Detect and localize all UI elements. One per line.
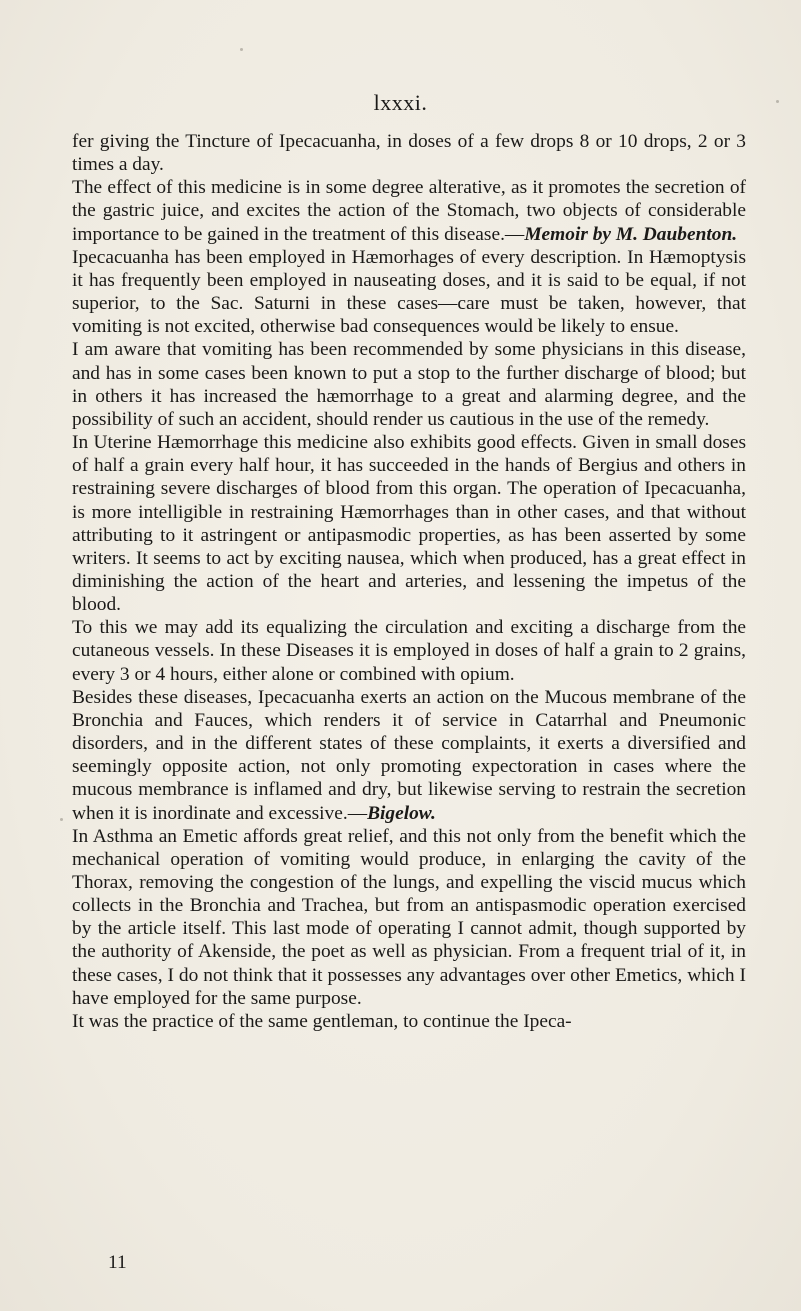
paragraph-6-text: To this we may add its equalizing the circulation and exciting a discharge from the cutaneous vessels. In these Diseases it is employed in doses of half a grain to 2 grains, every 3 or 4 hours, either alone or combined with opium.: [72, 617, 746, 685]
paragraph-5-text: In Uterine Hæmorrhage this medicine also exhibits good effects. Given in small doses of half a grain every half hour, it has succeeded in the hands of Bergius and others in restraining severe discharges of blood from this organ. The operation of Ipecacuanha, is more intelligible in restraining Hæmorrhages than in other cases, and that without attributing to it astringent or antipasmodic properties, as has been asserted by some writers. It seems to act by exciting nausea, which when produced, has a great effect in diminishing the action of the heart and arteries, and lessening the impetus of the blood.: [72, 432, 746, 616]
paragraph-7: [72, 686, 746, 825]
citation-bigelow: Bigelow.: [367, 802, 436, 824]
paragraph-1-text: fer giving the Tincture of Ipecacuanha, in doses of a few drops 8 or 10 drops, 2 or 3 times a day.: [72, 131, 746, 176]
signature-mark: 11: [108, 1252, 127, 1273]
paragraph-7-text: Besides these diseases, Ipecacuanha exerts an action on the Mucous membrane of the Bronchia and Fauces, which renders it of service in Catarrhal and Pneumonic disorders, and in the different states of these complaints, it exerts a diversified and seemingly opposite action, not only promoting expectoration in cases where the mucous membrance is inflamed and dry, but likewise serving to restrain the secretion when it is inordinate and excessive.—: [72, 686, 746, 824]
paragraph-4: [72, 338, 746, 431]
paper-speck: [240, 48, 243, 51]
paper-speck: [776, 100, 779, 103]
paragraph-9-text: It was the practice of the same gentleman, to continue the Ipeca-: [72, 1010, 572, 1032]
paragraph-3-text: Ipecacuanha has been employed in Hæmorhages of every description. In Hæmoptysis it has frequently been employed in nauseating doses, and it is said to be equal, if not superior, to the Sac. Saturni in these cases—care must be taken, however, that vomiting is not excited, otherwise bad consequences would be likely to ensue.: [72, 246, 746, 338]
paragraph-6: [72, 616, 746, 685]
paragraph-5: [72, 431, 746, 616]
paper-speck: [60, 818, 63, 821]
paragraph-3: [72, 246, 746, 339]
paragraph-4-text: I am aware that vomiting has been recommended by some physicians in this disease, and has in some cases been known to put a stop to the further discharge of blood; but in others it has increased the hæmorrhage to a great and alarming degree, and the possibility of such an accident, should render us cautious in the use of the remedy.: [72, 339, 746, 430]
paragraph-1: [72, 130, 746, 176]
body-text: [72, 130, 746, 1033]
paragraph-2-text: The effect of this medicine is in some degree alterative, as it promotes the secretion of the gastric juice, and excites the action of the Stomach, two objects of considerable importance to be gained in the treatment of this disease.—: [72, 177, 746, 245]
paragraph-8: [72, 825, 746, 1010]
page-number: lxxxi.: [373, 90, 428, 115]
citation-daubenton: Memoir by M. Daubenton.: [524, 223, 738, 245]
paragraph-9: [72, 1010, 746, 1033]
paragraph-8-text: In Asthma an Emetic affords great relief, and this not only from the benefit which the mechanical operation of vomiting would produce, in enlarging the cavity of the Thorax, removing the congestion of the lungs, and expelling the viscid mucus which collects in the Bronchia and Trachea, but from an antispasmodic operation exercised by the article itself. This last mode of operating I cannot admit, though supported by the authority of Akenside, the poet as well as physician. From a frequent trial of it, in these cases, I do not think that it possesses any advantages over other Emetics, which I have employed for the same purpose.: [72, 825, 746, 1009]
paragraph-2: [72, 176, 746, 245]
